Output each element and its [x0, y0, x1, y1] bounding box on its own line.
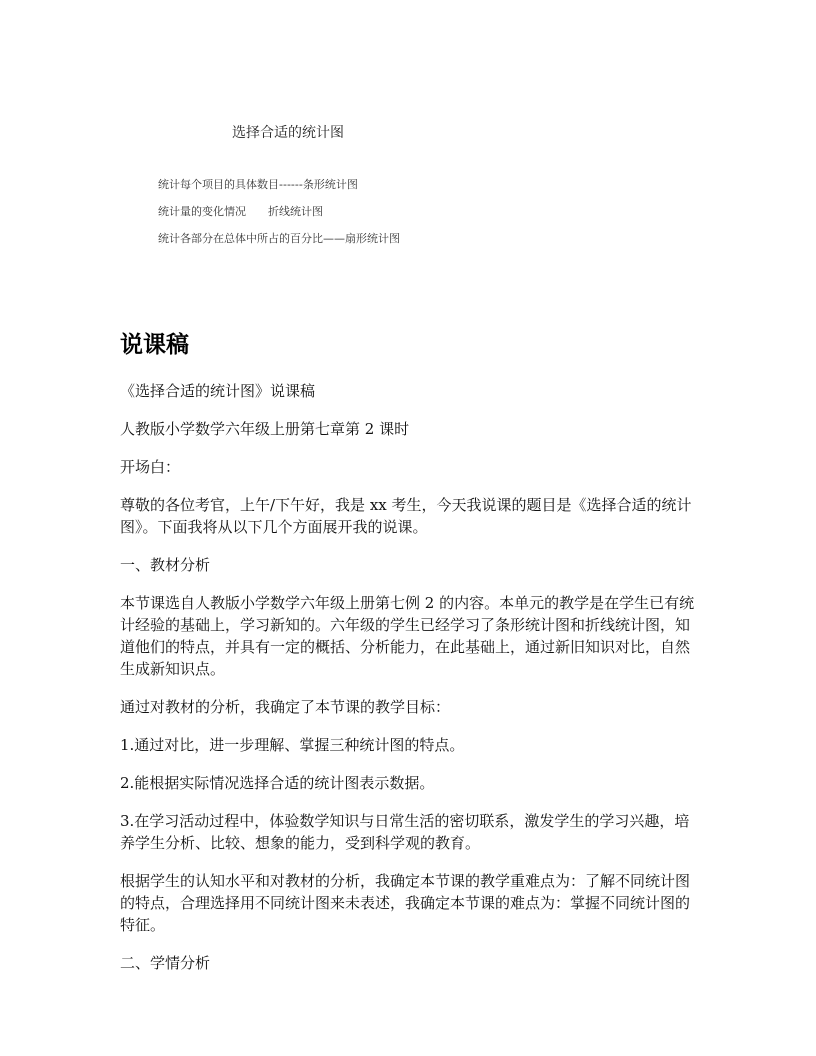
lesson-title: 《选择合适的统计图》说课稿	[120, 382, 316, 400]
section-heading-textbook-analysis: 一、教材分析	[120, 556, 211, 574]
figure-title: 选择合适的统计图	[232, 125, 344, 141]
goal-item-2: 2.能根据实际情况选择合适的统计图表示数据。	[120, 774, 435, 792]
textbook-analysis-paragraph: 本节课选自人教版小学数学六年级上册第七例 2 的内容。本单元的教学是在学生已有统计经验的基础上，学习新知的。六年级的学生已经学习了条形统计图和折线统计图，知道他们的特点，并具有一定的概括、分析能力，在此基础上，通过新旧知识对比，自然生成新知识点。	[120, 594, 695, 678]
opening-label: 开场白：	[120, 458, 181, 476]
figure-line-line-chart: 统计量的变化情况 折线统计图	[158, 205, 323, 218]
section-heading-student-analysis: 二、学情分析	[120, 954, 211, 972]
opening-paragraph: 尊敬的各位考官，上午/下午好，我是 xx 考生，今天我说课的题目是《选择合适的统计图》。下面我将从以下几个方面展开我的说课。	[120, 496, 692, 536]
embedded-figure	[150, 118, 450, 253]
goal-item-1: 1.通过对比，进一步理解、掌握三种统计图的特点。	[120, 736, 465, 754]
document-body	[120, 380, 700, 990]
goals-intro: 通过对教材的分析，我确定了本节课的教学目标：	[120, 698, 451, 716]
document-heading: 说课稿	[120, 332, 189, 358]
figure-line-bar-chart: 统计每个项目的具体数目------条形统计图	[158, 178, 358, 191]
textbook-info: 人教版小学数学六年级上册第七章第 2 课时	[120, 420, 410, 438]
key-points-paragraph: 根据学生的认知水平和对教材的分析，我确定本节课的教学重难点为：了解不同统计图的特点，合理选择用不同统计图来未表述，我确定本节课的难点为：掌握不同统计图的特征。	[120, 872, 691, 934]
figure-line-pie-chart: 统计各部分在总体中所占的百分比——扇形统计图	[158, 232, 400, 245]
goal-item-3: 3.在学习活动过程中，体验数学知识与日常生活的密切联系，激发学生的学习兴趣，培养学生分析、比较、想象的能力，受到科学观的教育。	[120, 812, 690, 852]
